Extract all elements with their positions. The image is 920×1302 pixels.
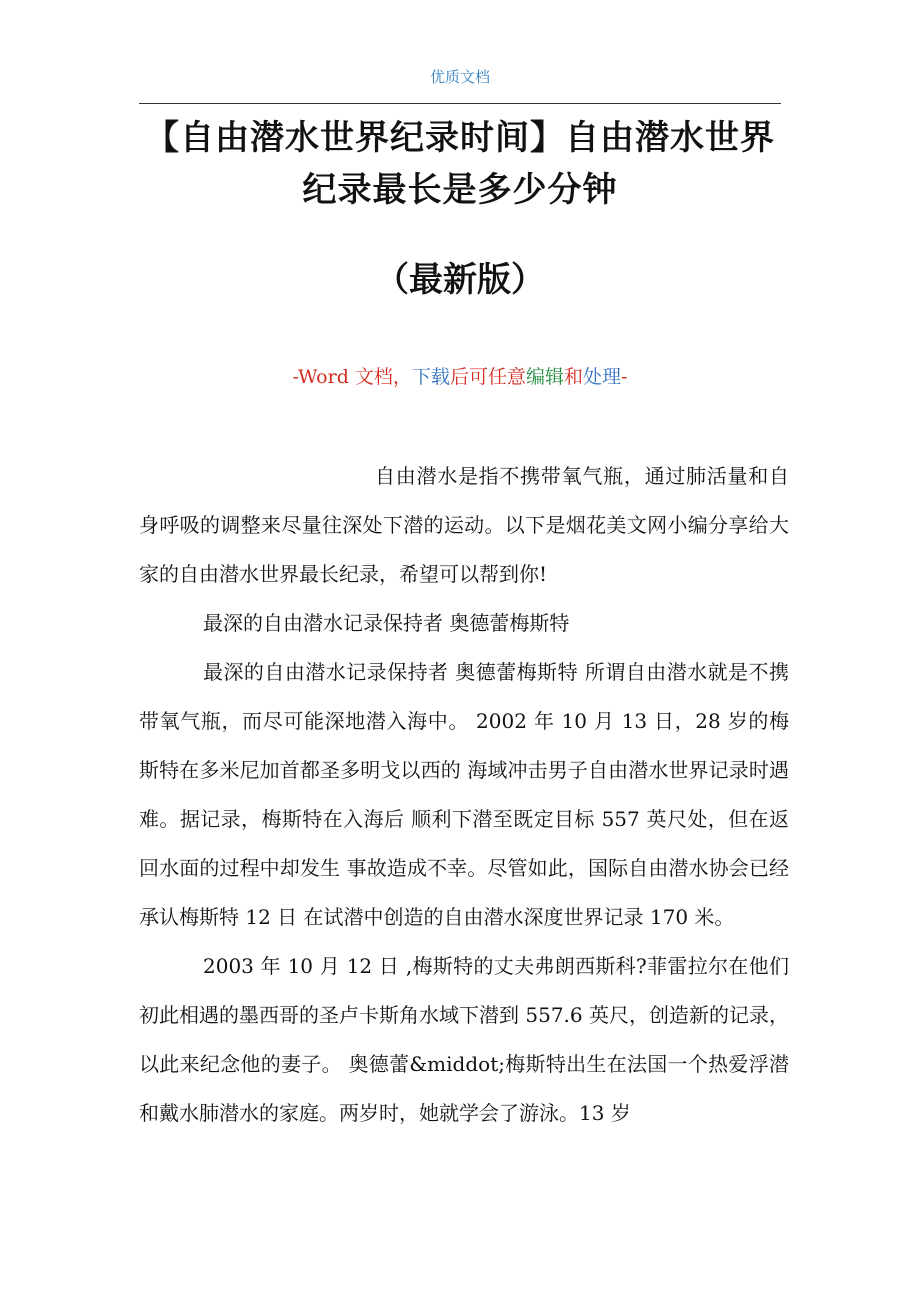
body-paragraph: 2003 年 10 月 12 日 ,梅斯特的丈夫弗朗西斯科?菲雷拉尔在他们初此相遇的墨西哥的圣卢卡斯角水域下潜到 557.6 英尺，创造新的记录，以此来纪念他的妻子。 奥德蕾&middot;梅斯特出生在法国一个热爱浮潜和戴水肺潜水的家庭。两岁时，她就学会了游泳。13 岁 xyxy=(139,954,789,1125)
word-notice-segment: - xyxy=(621,366,628,388)
header-divider xyxy=(139,103,781,104)
word-notice-segment: 处理 xyxy=(582,366,621,388)
word-notice-segment: 后可任意 xyxy=(449,366,526,388)
document-subtitle: （最新版） xyxy=(375,260,545,300)
word-notice-segment: 编辑 xyxy=(525,366,564,388)
document-title: 【自由潜水世界纪录时间】自由潜水世界纪录最长是多少分钟 xyxy=(145,118,775,210)
word-notice-segment: 和 xyxy=(563,366,583,388)
body-paragraph: 自由潜水是指不携带氧气瓶，通过肺活量和自身呼吸的调整来尽量往深处下潜的运动。以下是烟花美文网小编分享给大家的自由潜水世界最长纪录，希望可以帮到你! xyxy=(139,464,789,586)
word-notice-segment: -Word 文档， xyxy=(292,366,412,388)
word-notice-segment: 下载 xyxy=(411,366,450,388)
document-body xyxy=(139,452,789,1138)
body-paragraph: 最深的自由潜水记录保持者 奥德蕾梅斯特 所谓自由潜水就是不携带氧气瓶，而尽可能深地潜入海中。 2002 年 10 月 13 日，28 岁的梅斯特在多米尼加首都圣多明戈以西的 海域冲击男子自由潜水世界记录时遇难。据记录，梅斯特在入海后 顺利下潜至既定目标 557 英尺处，但在返回水面的过程中却发生 事故造成不幸。尽管如此，国际自由潜水协会已经承认梅斯特 12 日 在试潜中创造的自由潜水深度世界记录 170 米。 xyxy=(139,660,789,929)
body-paragraph: 最深的自由潜水记录保持者 奥德蕾梅斯特 xyxy=(203,611,570,635)
header-label: 优质文档 xyxy=(429,68,490,86)
word-notice xyxy=(0,362,920,392)
